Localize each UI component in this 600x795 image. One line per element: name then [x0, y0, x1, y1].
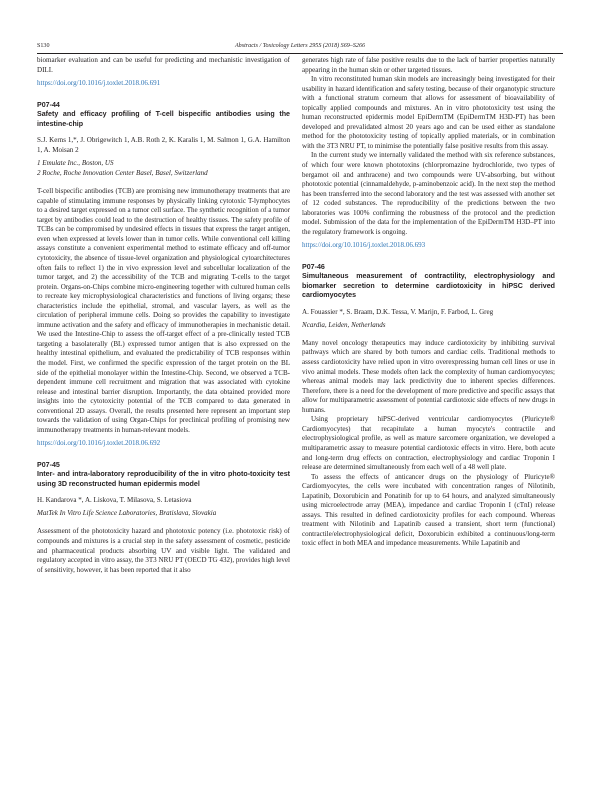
- author-list: S.J. Kerns 1,*, J. Obrigewitch 1, A.B. Roth 2, K. Karalis 1, M. Salmon 1, G.A. Hamilton 1, A. Moisan 2: [37, 136, 290, 155]
- right-column: [302, 56, 555, 549]
- left-column: [37, 56, 290, 575]
- affiliation-2: 2 Roche, Roche Innovation Center Basel, Basel, Switzerland: [37, 169, 208, 178]
- author-list: H. Kandarova *, A. Liskova, T. Milasova, S. Letasiova: [37, 496, 192, 505]
- doi-link-693[interactable]: https://doi.org/10.1016/j.toxlet.2018.06.693: [302, 241, 426, 250]
- abstract-body-2: Using proprietary hiPSC-derived ventricular cardiomyocytes (Pluricyte® Cardiomyocytes) that recapitulate a human myocyte's contractile and electrophysiological profile, as well as mature sarcomere organization, we developed a multiparametric assay to measure potential cardiotoxic effects in vitro. Here, both acute and long-term drug effects on contraction, electrophysiology and cardiac Troponin I release are determined simultaneously from each well of a 48 well plate.: [302, 415, 555, 472]
- affiliation: Ncardia, Leiden, Netherlands: [302, 320, 386, 329]
- abstract-id: P07-44: [37, 100, 60, 109]
- doi-link-692[interactable]: https://doi.org/10.1016/j.toxlet.2018.06.692: [37, 439, 161, 448]
- abstract-body-1: Many novel oncology therapeutics may induce cardiotoxicity by inhibiting survival pathways which are shared by both tumors and cardiac cells. Traditional methods to assess cardiotoxicity have relied upon in vitro overexpressing human cell lines or use in vivo animal models. These models often lack the complexity of human cardiomyocytes; whereas animal models may lack predictivity due to inherent species differences. Therefore, there is a need for the development of more predictive and specific assays that allow for multiparametric assessment of potential cardiotoxic side effects of new drugs in humans.: [302, 338, 555, 414]
- author-list: A. Fouassier *, S. Braam, D.K. Tessa, V. Marijn, F. Farbod, L. Greg: [302, 307, 494, 316]
- journal-citation: Abstracts / Toxicology Letters 295S (2018) S69–S266: [234, 43, 366, 49]
- abstract-p07-46: [302, 263, 555, 549]
- abstract-body: T-cell bispecific antibodies (TCB) are promising new immunotherapy treatments that are capable of stimulating immune responses by physically linking cytotoxic T-lymphocytes to a desired target expressed on a tumor cell surface. The synthetic recognition of a tumor target by antibodies could lead to the destruction of healthy tissues. The safety profile of TCBs can be compromised by undesired effects in tissues that express the target antigen, even when expressed at levels lower than in tumor cells. While conventional cell killing assays constitute a convenient experimental method to estimate efficacy and off-tumor cytotoxicity, the absence of tissue-level organization and physiological cytoarchitectures often fails to reflect 1) the in vivo expression level and subcellular localization of the tumor target, and 2) the accessibility of the TCB and migrating T-cells to the target protein. Organs-on-Chips combine micro-engineering together with cultured human cells to recreate key microphysiological characteristics and functions of living organs; these characteristics include the epithelial, stromal, and vascular layers, as well as the circulation of peripheral immune cells. Doing so provides the capability to investigate immune activation and the safety and efficacy of immunotherapies in mechanistic detail. We used the Intestine-Chip to assess the off-target effect of a pre-clinically tested TCB targeting a basolaterally (BL) expressed tumor antigen that is also expressed on the healthy intestinal epithelium, and evaluated the predictability of TCB responses within the model. First, we confirmed the specific expression of the target protein on the BL side of the epithelial monolayer within the Intestine-Chip. Second, we observed a TCB-dependent immune cell recruitment and migration that was associated with cytokine release and intestinal barrier disruption. Importantly, the data obtained provided more insights into the cytotoxicity potential of the TCB compared to data generated in conventional 2D assays. Overall, the results presented here represent an important step towards the validation of using Organ-Chips for preclinical profiling of promising new immunotherapy treatments in human-relevant models.: [37, 187, 290, 434]
- abstract-p07-45: [37, 461, 290, 575]
- abstract-p07-44: [37, 101, 290, 449]
- abstract-id: P07-46: [302, 262, 325, 271]
- continued-paragraph-3: In the current study we internally validated the method with six reference substances, of which four were known phototoxins (chlorpromazine hydrochloride, two types of bergamot oil and anthracene) and two compounds were UV-absorbing, but without phototoxic potential (cinnamaldehyde, p-aminobenzoic acid). In the next step the method has been transferred into the second laboratory and the test was assessed with another set of 12 coded substances. The reproducibility of the predictions between the two laboratories was 100% confirming the robustness of the protocol and the prediction model. Submission of the data for the implementation of the EpiDermTM H3D–PT into the regulatory framework is ongoing.: [302, 151, 555, 236]
- affiliation-1: 1 Emulate Inc., Boston, US: [37, 159, 114, 168]
- abstract-title: Safety and efficacy profiling of T-cell bispecific antibodies using the intestine-chip: [37, 110, 290, 128]
- affiliation: MatTek In Vitro Life Science Laboratories, Bratislava, Slovakia: [37, 509, 217, 518]
- abstract-body-3: To assess the effects of anticancer drugs on the physiology of Pluricyte® Cardiomyocytes, the cells were incubated with concentration ranges of Nilotinib, Lapatinib, Doxorubicin and Ponatinib for up to 64 hours, and analyzed simultaneously using microelectrode array (MEA), impedance and cardiac Troponin I (cTnI) release assays. This resulted in defined cardiotoxicity profiles for each compound. Whereas treatment with Nilotinib and Lapatinib caused a transient, short term (functional) contractile/electrophysiological deficit, Doxorubicin exhibited a continuous/long-term toxic effect in both MEA and impedance measurements. While Lapatinib and: [302, 472, 555, 548]
- page-number: S130: [37, 43, 50, 49]
- continued-paragraph-1: generates high rate of false positive results due to the lack of barrier properties naturally appearing in the human skin or other targeted tissues.: [302, 56, 555, 74]
- continued-paragraph-2: In vitro reconstituted human skin models are increasingly being investigated for their usability in hazard identification and safety testing, because of their organotypic structure with a functional stratum corneum that allows for assessment of bioavailability of topically applied compounds and mixtures. An in vitro phototoxicity test using the human reconstructed epidermis model EpiDermTM (EpiDermTM H3D-PT) has been developed and prevalidated almost 20 years ago and can be used either as standalone method for the phototoxicity testing of topically applied materials, or in combination with the 3T3 NRU PT, to minimise the potentially false positive results from this assay.: [302, 75, 555, 150]
- doi-link-691[interactable]: https://doi.org/10.1016/j.toxlet.2018.06.691: [37, 79, 161, 88]
- abstract-body: Assessment of the phototoxicity hazard and phototoxic potency (i.e. phototoxic risk) of compounds and mixtures is a crucial step in the safety assessment of cosmetic, pesticide and pharmaceutical products absorbing UV and visible light. The validated and regulatory accepted in vitro assay, the 3T3 NRU PT (OECD TG 432), provides high level of sensitivity, however, it has been reported that it also: [37, 527, 290, 574]
- intro-text: biomarker evaluation and can be useful for predicting and mechanistic investigation of DILI.: [37, 56, 290, 74]
- abstract-id: P07-45: [37, 460, 60, 469]
- abstract-title: Inter- and intra-laboratory reproducibility of the in vitro photo-toxicity test using 3D reconstructed human epidermis model: [37, 470, 290, 488]
- abstract-title: Simultaneous measurement of contractility, electrophysiology and biomarker secretion to determine cardiotoxicity in hiPSC derived cardiomyocytes: [302, 272, 555, 300]
- header-rule: [37, 53, 563, 54]
